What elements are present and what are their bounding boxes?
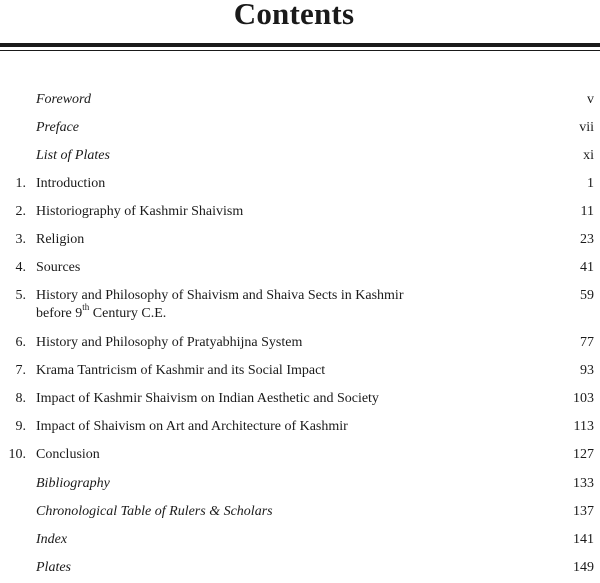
toc-chapter-number: 2. bbox=[15, 204, 26, 219]
toc-chapter-page: 41 bbox=[580, 260, 594, 275]
toc-chapter-page: 113 bbox=[573, 419, 594, 434]
toc-entry-title: Chronological Table of Rulers & Scholars bbox=[36, 504, 273, 519]
toc-chapter-number: 8. bbox=[15, 391, 26, 406]
toc-chapter-page: 77 bbox=[580, 335, 594, 350]
toc-chapter-title-line1: History and Philosophy of Shaivism and Shaiva Sects in Kashmir bbox=[36, 288, 404, 303]
toc-entry-page: vii bbox=[579, 120, 594, 135]
toc-chapter-page: 23 bbox=[580, 232, 594, 247]
toc-entry-page: 133 bbox=[573, 476, 594, 491]
toc-chapter-page: 11 bbox=[580, 204, 594, 219]
toc-chapter-title: Conclusion bbox=[36, 447, 100, 462]
toc-chapter-title: Krama Tantricism of Kashmir and its Social Impact bbox=[36, 363, 326, 378]
toc-entry-page: 149 bbox=[573, 560, 594, 575]
toc-chapter-page: 93 bbox=[580, 363, 594, 378]
toc-entry-title: Foreword bbox=[36, 92, 91, 107]
toc-chapter-title-line2 bbox=[36, 302, 486, 323]
toc-entry-title: Plates bbox=[36, 560, 71, 575]
page-title: Contents bbox=[233, 0, 355, 31]
toc-chapter-title: Historiography of Kashmir Shaivism bbox=[36, 204, 244, 219]
toc-entry-page: 137 bbox=[573, 504, 594, 519]
toc-chapter-number: 5. bbox=[15, 288, 26, 303]
toc-chapter-number: 1. bbox=[15, 176, 26, 191]
toc-chapter-page: 1 bbox=[587, 176, 594, 191]
toc-chapter-page: 127 bbox=[573, 447, 594, 462]
toc-chapter-title bbox=[36, 287, 486, 323]
toc-chapter-title: Introduction bbox=[36, 176, 106, 191]
toc-chapter-number: 3. bbox=[15, 232, 26, 247]
toc-chapter-number: 10. bbox=[8, 447, 26, 462]
toc-chapter-page: 103 bbox=[573, 391, 594, 406]
toc-chapter-title-superscript: th bbox=[82, 302, 90, 313]
toc-entry-page: 141 bbox=[573, 532, 594, 547]
toc-entry-page: xi bbox=[583, 148, 594, 163]
toc-entry-title: List of Plates bbox=[36, 148, 110, 163]
toc-chapter-number: 4. bbox=[15, 260, 26, 275]
toc-entry-title: Preface bbox=[36, 120, 80, 135]
toc-entry-title: Index bbox=[36, 532, 68, 547]
toc-chapter-title-line2-start: before 9 bbox=[36, 306, 83, 321]
toc-chapter-number: 6. bbox=[15, 335, 26, 350]
toc-chapter-page: 59 bbox=[580, 288, 594, 303]
toc-entry-title: Bibliography bbox=[36, 476, 110, 491]
toc-chapter-title: Religion bbox=[36, 232, 85, 247]
toc-chapter-title: Impact of Shaivism on Art and Architecture of Kashmir bbox=[36, 419, 348, 434]
toc-chapter-number: 9. bbox=[15, 419, 26, 434]
toc-chapter-number: 7. bbox=[15, 363, 26, 378]
toc-chapter-title: History and Philosophy of Pratyabhijna System bbox=[36, 335, 303, 350]
toc-entry-page: v bbox=[587, 92, 594, 107]
toc-chapter-title: Impact of Kashmir Shaivism on Indian Aesthetic and Society bbox=[36, 391, 379, 406]
toc-chapter-title-line2-end: Century C.E. bbox=[89, 306, 167, 321]
toc-chapter-title: Sources bbox=[36, 260, 81, 275]
